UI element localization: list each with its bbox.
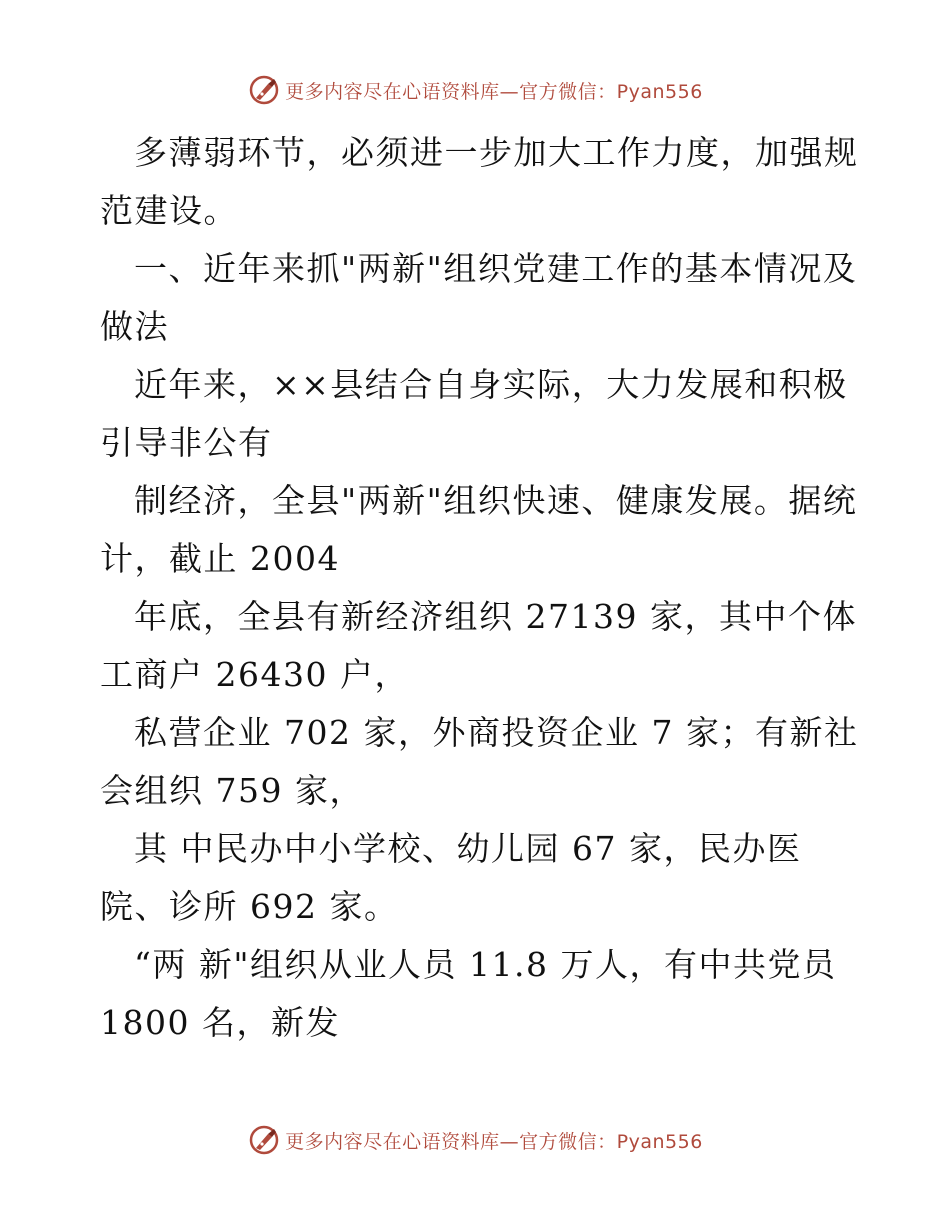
text-line: 院、诊所 692 家。 <box>100 887 399 926</box>
text-line: 近年来，××县结合自身实际，大力发展和积极 <box>134 365 848 404</box>
text-line: 工商户 26430 户， <box>100 655 409 694</box>
footer-watermark-banner <box>0 1120 950 1160</box>
text-line: 会组织 759 家， <box>100 771 364 810</box>
watermark-text: 更多内容尽在心语资料库—官方微信：Pyan556 <box>285 1130 703 1153</box>
text-line: 范建设。 <box>100 191 238 230</box>
document-body <box>100 124 870 1052</box>
text-line: 多薄弱环节，必须进一步加大工作力度，加强规 <box>134 133 859 172</box>
text-line: 私营企业 702 家，外商投资企业 7 家；有新社 <box>134 713 859 752</box>
text-line: 引导非公有 <box>100 423 273 462</box>
watermark-text: 更多内容尽在心语资料库—官方微信：Pyan556 <box>285 80 703 103</box>
text-line: 年底，全县有新经济组织 27139 家，其中个体 <box>134 597 857 636</box>
header-watermark-banner <box>0 70 950 110</box>
section-heading-line: 做法 <box>100 307 169 346</box>
text-line: 制经济，全县"两新"组织快速、健康发展。据统 <box>134 481 858 520</box>
section-heading-line: 一、近年来抓"两新"组织党建工作的基本情况及 <box>134 249 858 288</box>
pen-nib-logo-icon <box>247 73 281 107</box>
text-line: 其 中民办中小学校、幼儿园 67 家，民办医 <box>134 829 802 868</box>
text-line: “两 新"组织从业人员 11.8 万人，有中共党员 <box>134 945 837 984</box>
pen-nib-logo-icon <box>247 1123 281 1157</box>
text-line: 计，截止 2004 <box>100 539 340 578</box>
text-line: 1800 名，新发 <box>100 1003 340 1042</box>
